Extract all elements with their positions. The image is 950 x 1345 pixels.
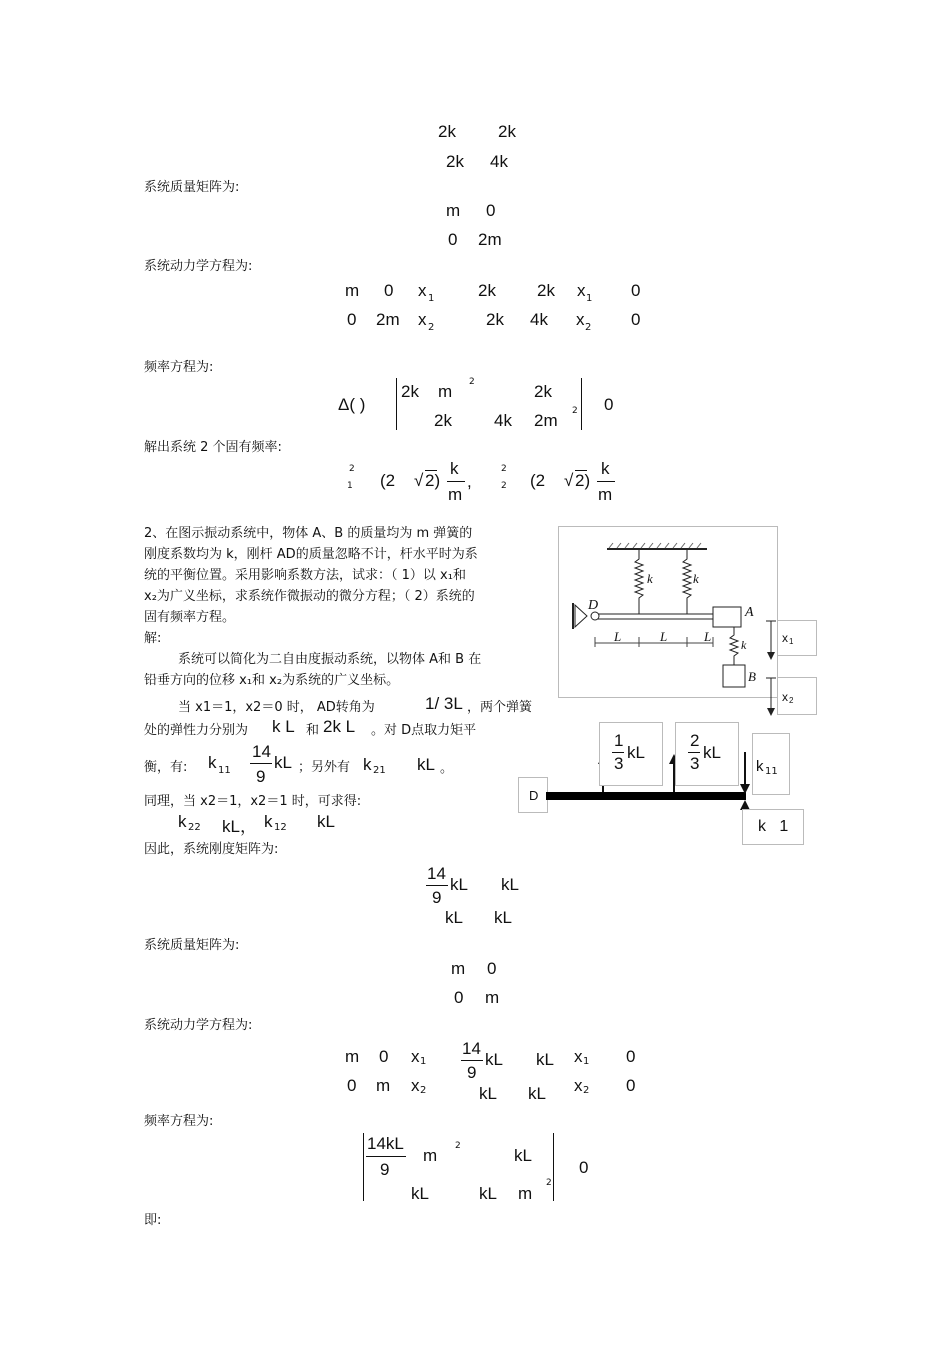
label-k3: k [741, 638, 747, 652]
spring-2 [683, 550, 691, 615]
spring-and: 和 [306, 723, 320, 738]
problem-line: 统的平衡位置。采用影响系数方法，试求：（ 1）以 x₁和 [144, 568, 466, 583]
dyn-eq-label: 系统动力学方程为: [144, 1018, 253, 1033]
dyn2-r2-m: m [376, 1076, 391, 1095]
problem-line: 2、在图示振动系统中，物体 A、B 的质量均为 m 弹簧的 [144, 526, 473, 541]
sol2-num: k [601, 459, 610, 478]
fbd-reaction-box [742, 809, 804, 845]
k11-sub: 11 [218, 765, 231, 776]
sol1-sqrt: 2) [425, 471, 441, 490]
x2-box [777, 677, 817, 715]
freq-r2-b: 4k [494, 411, 512, 430]
k21: k [363, 755, 372, 774]
dyn2-r2-x2-sub: 2 [583, 1085, 590, 1096]
fbd-k11: k [756, 758, 764, 775]
mass-B [723, 665, 745, 687]
k11-num: 14 [252, 742, 271, 761]
det-right-bar [581, 378, 582, 430]
balance-text-b: ；另外有 [298, 760, 351, 775]
mass-r1-c2: 0 [486, 201, 496, 220]
mass-r1-c1: m [451, 959, 466, 978]
freq-r1-b: 2k [534, 382, 552, 401]
dyn-r2-2m: 2m [376, 310, 400, 329]
label-k1: k [647, 571, 653, 586]
f1-den: 3 [614, 754, 624, 773]
explain-line: 铅垂方向的位移 x₁和 x₂为系统的广义坐标。 [144, 673, 400, 688]
dyn-r1-rhs: 0 [631, 281, 641, 300]
f1-val: kL [627, 743, 645, 762]
f1-num: 1 [614, 731, 624, 750]
label-L3: L [704, 629, 712, 644]
mass-matrix-label: 系统质量矩阵为: [144, 180, 240, 195]
k12-sub: 12 [274, 822, 287, 833]
k11-den: 9 [256, 767, 266, 786]
k11-frac-line [250, 763, 272, 764]
stiff-r2-c1: kL [445, 908, 463, 927]
fbd-D-label: D [529, 788, 539, 803]
freq2-r2-kl2: kL [479, 1184, 497, 1203]
stiff-r2-c2: kL [494, 908, 512, 927]
similarly-text: 同理，当 x2＝1，x2＝1 时，可求得: [144, 794, 362, 809]
spring-text: 处的弹性力分别为 [144, 723, 249, 738]
freq2-r2-m: m [518, 1184, 533, 1203]
stiff-r1-c2: 2k [498, 122, 516, 141]
dyn-r1-x: x [418, 281, 427, 300]
det2-left-bar [363, 1133, 364, 1201]
freq-eq-label: 频率方程为: [144, 1114, 214, 1129]
dyn2-r1-x2: x [574, 1047, 583, 1066]
label-k2: k [693, 571, 699, 586]
dyn2-r2-x2: x [574, 1076, 583, 1095]
sol2-sqrt: 2) [575, 471, 591, 490]
mass-r1-c1: m [446, 201, 461, 220]
pin-support [575, 605, 587, 627]
label-L2: L [660, 629, 668, 644]
spring-text-b: 。对 D点取力矩平 [371, 723, 477, 738]
sol2-frac-line [597, 481, 615, 482]
dyn-r2-x2-sub: 2 [585, 322, 592, 333]
freq-delta: Δ( ) [338, 395, 366, 414]
k12-val: kL [317, 812, 335, 831]
label-B: B [748, 669, 756, 684]
stiffness-label: 因此，系统刚度矩阵为: [144, 842, 279, 857]
x2-label: x [782, 690, 788, 704]
mass-r2-c2: 2m [478, 230, 502, 249]
sol1-frac-line [447, 481, 465, 482]
mass-r2-c1: 0 [448, 230, 458, 249]
freq2-r2-kl: kL [411, 1184, 429, 1203]
k21-val: kL [417, 755, 435, 774]
dyn2-num: 14 [462, 1039, 481, 1058]
x1-label: x [782, 631, 788, 645]
k22-sub: 22 [188, 822, 201, 833]
dyn2-r1-k1: kL [485, 1050, 503, 1069]
x1-box [777, 620, 817, 656]
stiff-den: 9 [432, 888, 442, 907]
k22: k [178, 812, 187, 831]
sol1-open: (2 [380, 471, 396, 490]
k12: k [264, 812, 273, 831]
fbd-force-1 [599, 722, 663, 786]
final-label: 即: [144, 1213, 162, 1228]
stiff-r2-c1: 2k [446, 152, 464, 171]
stiff-r2-c2: 4k [490, 152, 508, 171]
mass-r1-c2: 0 [487, 959, 497, 978]
freq-r1-a: 2k [401, 382, 419, 401]
problem-line: 刚度系数均为 k，刚杆 AD的质量忽略不计，杆水平时为系 [144, 547, 478, 562]
spring-force-2: 2k L [323, 717, 356, 736]
sol2-sup: 2 [501, 464, 507, 474]
dyn-eq-label: 系统动力学方程为: [144, 259, 253, 274]
when1-text-b: ，两个弹簧 [467, 700, 533, 715]
sol1-den: m [448, 485, 463, 504]
when1-text: 当 x1＝1，x2＝0 时， AD转角为 [178, 700, 375, 715]
dyn-r2-x: x [418, 310, 427, 329]
dyn-r2-x2: x [576, 310, 585, 329]
freq2-rhs: 0 [579, 1158, 589, 1177]
answer-label: 解: [144, 631, 162, 646]
mass-A [713, 607, 741, 627]
dyn-r2-k1: 2k [486, 310, 504, 329]
problem-line: x₂为广义坐标，求系统作微振动的微分方程；（ 2）系统的 [144, 589, 475, 604]
fbd-reaction-label: k 1 [758, 818, 789, 835]
problem-line: 固有频率方程。 [144, 610, 236, 625]
fbd-k11-box [752, 733, 790, 795]
sqrt-icon: √ [414, 471, 424, 490]
sol2-open: (2 [530, 471, 546, 490]
freq2-den: 9 [380, 1160, 390, 1179]
dyn-r2-rhs: 0 [631, 310, 641, 329]
dyn-r1-zero: 0 [384, 281, 394, 300]
balance-end: 。 [440, 761, 454, 776]
sol2-sub: 2 [501, 481, 507, 491]
fbd-force-2 [675, 722, 739, 786]
stiff-r1-c2: kL [501, 875, 519, 894]
x2-sub: 2 [789, 696, 794, 705]
dyn2-r2-k1: kL [479, 1084, 497, 1103]
freq-r2-sq: 2 [572, 406, 578, 416]
spring-3 [730, 627, 738, 665]
k11-val: kL [274, 753, 292, 772]
dyn-r2-x-sub: 2 [428, 322, 435, 333]
rod-AD [595, 614, 713, 619]
dyn2-r2-x: x [411, 1076, 420, 1095]
freq2-r1-sq: 2 [455, 1141, 461, 1151]
dyn2-r1-m: m [345, 1047, 360, 1066]
dyn2-r1-zero: 0 [379, 1047, 389, 1066]
dyn-r2-zero: 0 [347, 310, 357, 329]
dyn2-frac-line [461, 1060, 483, 1061]
stiff-num: 14 [427, 864, 446, 883]
solve-label: 解出系统 2 个固有频率: [144, 440, 282, 455]
label-D: D [588, 598, 599, 613]
fbd-D-box [518, 777, 548, 813]
freq-rhs: 0 [604, 395, 614, 414]
problem-text [144, 523, 478, 649]
f2-num: 2 [690, 731, 700, 750]
dyn2-r2-zero: 0 [347, 1076, 357, 1095]
freq-eq-label: 频率方程为: [144, 360, 214, 375]
sol1-sup: 2 [349, 464, 355, 474]
freq2-r2-sq: 2 [546, 1178, 552, 1188]
balance-text: 衡，有: [144, 760, 188, 775]
dyn-r1-x2-sub: 1 [586, 293, 593, 304]
x1-sub: 1 [789, 637, 794, 646]
freq-r2-c: 2m [534, 411, 558, 430]
dyn-r1-x2: x [577, 281, 586, 300]
freq-r2-a: 2k [434, 411, 452, 430]
freq2-r1-m: m [423, 1146, 438, 1165]
freq2-frac-line [366, 1156, 406, 1157]
dyn2-r1-k2: kL [536, 1050, 554, 1069]
dyn2-r2-rhs: 0 [626, 1076, 636, 1095]
dyn-r1-k1: 2k [478, 281, 496, 300]
freq2-r1-kl: kL [514, 1146, 532, 1165]
dyn2-r1-x2-sub: 1 [583, 1056, 590, 1067]
stiff-frac-line [426, 885, 448, 886]
mass-matrix-label: 系统质量矩阵为: [144, 938, 240, 953]
f2-den: 3 [690, 754, 700, 773]
spring-force-1: k L [272, 717, 295, 736]
dyn2-r1-x-sub: 1 [420, 1056, 427, 1067]
k21-sub: 21 [373, 765, 386, 776]
label-L1: L [614, 629, 622, 644]
spring-1 [635, 550, 643, 615]
dyn-r1-k2: 2k [537, 281, 555, 300]
sol2-den: m [598, 485, 613, 504]
freq-r1-sq: 2 [469, 377, 475, 387]
explain-line: 系统可以简化为二自由度振动系统，以物体 A和 B 在 [178, 652, 482, 667]
dyn-r2-k2: 4k [530, 310, 548, 329]
rotation-angle: 1/ 3L [425, 694, 463, 713]
sol1-sub: 1 [347, 481, 353, 491]
dyn2-den: 9 [467, 1063, 477, 1082]
label-A: A [745, 605, 754, 620]
freq2-num: 14kL [367, 1134, 404, 1153]
mass-r2-c1: 0 [454, 988, 464, 1007]
freq-r1-m: m [438, 382, 453, 401]
dyn2-r2-x-sub: 2 [420, 1085, 427, 1096]
dyn-r1-x-sub: 1 [428, 293, 435, 304]
dyn2-r1-x: x [411, 1047, 420, 1066]
det2-right-bar [553, 1133, 554, 1201]
k11: k [208, 753, 217, 772]
sqrt-icon: √ [564, 471, 574, 490]
dyn-r1-m: m [345, 281, 360, 300]
dyn2-r2-k2: kL [528, 1084, 546, 1103]
k22-val: kL， [222, 817, 257, 836]
stiff-r1-c1: kL [450, 875, 468, 894]
stiff-r1-c1: 2k [438, 122, 456, 141]
det-left-bar [396, 378, 397, 430]
sol1-num: k [450, 459, 459, 478]
mass-r2-c2: m [485, 988, 500, 1007]
dyn2-r1-rhs: 0 [626, 1047, 636, 1066]
f2-val: kL [703, 743, 721, 762]
fbd-k11-sub: 11 [765, 766, 778, 777]
sol1-comma: , [467, 472, 472, 491]
system-figure [558, 526, 778, 698]
